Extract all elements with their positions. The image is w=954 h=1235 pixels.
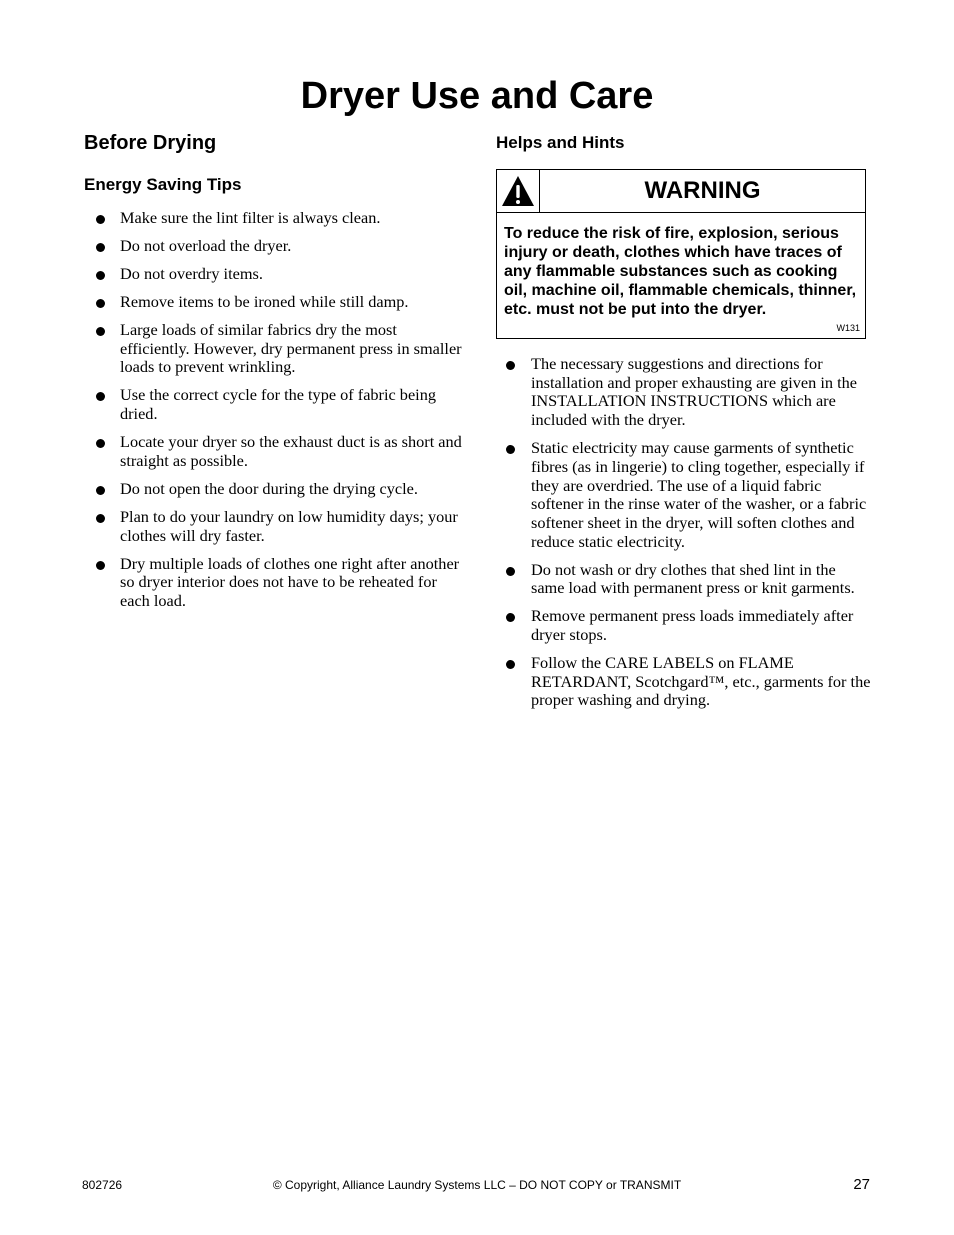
- list-item-text: Plan to do your laundry on low humidity days; your clothes will dry faster.: [120, 506, 458, 545]
- bullet-icon: [96, 271, 105, 280]
- helps-and-hints-list: [496, 355, 872, 710]
- bullet-icon: [96, 439, 105, 448]
- list-item-text: Large loads of similar fabrics dry the most efficiently. However, dry permanent press in smaller loads to prevent wrinkling.: [120, 320, 462, 377]
- bullet-icon: [506, 660, 515, 669]
- footer-copyright: © Copyright, Alliance Laundry Systems LLC – DO NOT COPY or TRANSMIT: [272, 1178, 682, 1192]
- warning-label: WARNING: [644, 177, 761, 204]
- list-item: [496, 607, 872, 644]
- warning-box: [496, 169, 866, 339]
- list-item-text: Follow the CARE LABELS on FLAME RETARDANT, Scotchgard™, etc., garments for the proper washing and drying.: [531, 653, 871, 710]
- list-item-text: Static electricity may cause garments of synthetic fibres (as in lingerie) to cling together, especially if they are overdried. The use of a liquid fabric softener in the rinse water of the washer, or a fabric softener sheet in the dryer, will soften clothes and reduce static electricity.: [531, 438, 867, 551]
- list-item: [496, 439, 872, 551]
- bullet-icon: [96, 561, 105, 570]
- bullet-icon: [506, 613, 515, 622]
- footer-page-number: 27: [853, 1176, 870, 1193]
- list-item-text: Make sure the lint filter is always clean.: [120, 208, 381, 227]
- helps-and-hints-column: [496, 128, 876, 719]
- section-heading-before-drying: Before Drying: [84, 132, 217, 154]
- list-item-text: Do not overdry items.: [120, 264, 263, 283]
- bullet-icon: [506, 445, 515, 454]
- warning-code: W131: [836, 323, 860, 333]
- page-title: Dryer Use and Care: [300, 75, 654, 117]
- bullet-icon: [96, 392, 105, 401]
- bullet-icon: [506, 361, 515, 370]
- list-item: [84, 321, 464, 377]
- list-item-text: Locate your dryer so the exhaust duct is as short and straight as possible.: [120, 432, 462, 470]
- list-item: [84, 293, 464, 312]
- list-item: [84, 265, 464, 284]
- list-item: [84, 209, 464, 228]
- list-item-text: Remove items to be ironed while still damp.: [120, 292, 409, 311]
- list-item: [84, 555, 464, 611]
- warning-triangle-icon: [501, 175, 535, 207]
- list-item: [84, 237, 464, 256]
- list-item: [84, 386, 464, 423]
- subheading-energy-saving-tips: Energy Saving Tips: [84, 175, 242, 194]
- bullet-icon: [96, 327, 105, 336]
- bullet-icon: [96, 514, 105, 523]
- footer-doc-number: 802726: [82, 1178, 123, 1192]
- list-item: [496, 355, 872, 430]
- list-item-text: Use the correct cycle for the type of fabric being dried.: [120, 385, 436, 424]
- list-item: [84, 433, 464, 470]
- before-drying-column: [84, 128, 464, 620]
- bullet-icon: [96, 299, 105, 308]
- list-item-text: The necessary suggestions and directions for installation and proper exhausting are given in the INSTALLATION INSTRUCTIONS which are included with the dryer.: [531, 354, 857, 430]
- warning-icon-cell: [497, 170, 540, 212]
- bullet-icon: [96, 486, 105, 495]
- section-heading-helps-and-hints: Helps and Hints: [496, 133, 625, 152]
- list-item-text: Do not overload the dryer.: [120, 236, 292, 255]
- list-item-text: Do not wash or dry clothes that shed lint in the same load with permanent press or knit garments.: [531, 559, 855, 598]
- list-item: [496, 654, 872, 710]
- warning-header: [497, 170, 865, 213]
- list-item: [496, 561, 872, 598]
- list-item-text: Remove permanent press loads immediately after dryer stops.: [531, 606, 854, 645]
- warning-text: To reduce the risk of fire, explosion, serious injury or death, clothes which have traces of any flammable substances such as cooking oil, machine oil, flammable chemicals, thinner, etc. must not be put into the dryer.: [504, 225, 857, 318]
- bullet-icon: [96, 215, 105, 224]
- bullet-icon: [96, 243, 105, 252]
- list-item-text: Dry multiple loads of clothes one right after another so dryer interior does not have to be reheated for each load.: [120, 553, 460, 610]
- list-item: [84, 480, 464, 499]
- list-item: [84, 508, 464, 545]
- list-item-text: Do not open the door during the drying cycle.: [120, 478, 418, 498]
- bullet-icon: [506, 567, 515, 576]
- energy-saving-tips-list: [84, 209, 464, 611]
